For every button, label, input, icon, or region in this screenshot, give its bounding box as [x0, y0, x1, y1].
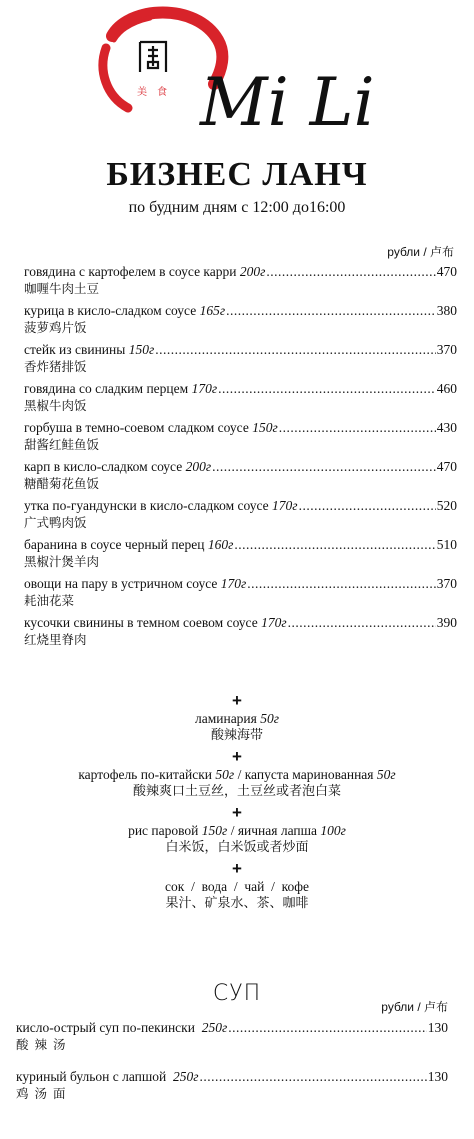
dish-weight: 150г [128, 342, 155, 357]
menu-item [16, 1020, 448, 1069]
dish-weight: 200г [185, 459, 212, 474]
extra-potato: картофель по-китайски 50г / капуста маринованная 50г [78, 767, 396, 782]
extra-seaweed-cn: 酸辣海带 [210, 728, 263, 743]
soup-section-title: СУП [212, 981, 262, 1006]
extra-rice-cn: 白米饭，白米饭或者炒面 [165, 840, 309, 855]
menu-item [24, 537, 457, 576]
seal-glyph-icon [140, 42, 166, 72]
dot-leader [200, 1069, 427, 1085]
dish-price: 460 [436, 381, 457, 396]
extra-rice: рис паровой 150г / яичная лапша 100г [128, 823, 346, 838]
dish-name-cn: 广式鸭肉饭 [24, 515, 87, 530]
dish-name: говядина с картофелем в соусе карри [24, 264, 237, 279]
menu-item [24, 381, 457, 420]
dish-name-cn: 甜酱红鲑鱼饭 [24, 437, 100, 452]
extra-drinks: сок / вода / чай / кофе [165, 879, 309, 894]
brand-name: Mi Li [200, 64, 375, 141]
dish-name-cn: 菠萝鸡片饭 [24, 320, 87, 335]
dish-name: утка по-гуандунски в кисло-сладком соусе [24, 498, 269, 513]
dish-price: 370 [436, 342, 457, 357]
dish-name-cn: 酸 辣 汤 [16, 1037, 67, 1052]
dish-price: 430 [436, 420, 457, 435]
dot-leader [288, 615, 436, 631]
dish-weight: 250г [201, 1020, 228, 1035]
dish-name: стейк из свинины [24, 342, 126, 357]
dot-leader [212, 459, 436, 475]
menu-item [24, 264, 457, 303]
dish-name-cn: 鸡 汤 面 [16, 1086, 67, 1101]
dish-name: кисло-острый суп по-пекински [16, 1020, 195, 1035]
dish-name-cn: 咖喱牛肉土豆 [24, 281, 100, 296]
dish-weight: 200г [239, 264, 266, 279]
extra-seaweed: ламинария 50г [194, 711, 280, 726]
dot-leader [247, 576, 435, 592]
dot-leader [266, 264, 435, 280]
dish-name-cn: 糖醋菊花鱼饭 [24, 476, 100, 491]
svg-text:美: 美 [137, 87, 147, 98]
dish-name-cn: 黑椒汁煲羊肉 [24, 554, 100, 569]
dish-weight: 170г [272, 498, 298, 513]
menu-item [24, 615, 457, 654]
dot-leader [279, 420, 436, 436]
menu-item [24, 498, 457, 537]
dish-weight: 160г [207, 537, 234, 552]
dish-price: 130 [427, 1020, 448, 1035]
dot-leader [234, 537, 435, 553]
extra-drinks-cn: 果汁、矿泉水、茶、咖啡 [165, 896, 309, 911]
mi-li-logo [0, 0, 474, 150]
dish-price: 470 [436, 459, 457, 474]
dish-price: 510 [436, 537, 457, 552]
plus-icon: + [232, 691, 242, 710]
menu-item [16, 1069, 448, 1103]
menu-item [24, 303, 457, 342]
dish-name: курица в кисло-сладком соусе [24, 303, 197, 318]
dot-leader [155, 342, 436, 358]
currency-label: рубли / 卢布 [387, 245, 454, 259]
dot-leader [226, 303, 436, 319]
lunch-menu [24, 264, 457, 654]
dot-leader [228, 1020, 427, 1036]
dish-name: куриный бульон с лапшой [16, 1069, 167, 1084]
menu-item [24, 420, 457, 459]
dish-weight: 170г [191, 381, 218, 396]
dish-name: кусочки свинины в темном соевом соусе [24, 615, 258, 630]
dot-leader [218, 381, 436, 397]
dish-price: 520 [436, 498, 457, 513]
page-subtitle: по будним дням с 12:00 до16:00 [128, 199, 346, 216]
dish-price: 380 [436, 303, 457, 318]
dish-weight: 250г [173, 1069, 199, 1084]
dish-price: 470 [436, 264, 457, 279]
dish-name-cn: 红烧里脊肉 [24, 632, 87, 647]
menu-item [24, 576, 457, 615]
dish-weight: 170г [261, 615, 287, 630]
dish-name: карп в кисло-сладком соусе [24, 459, 183, 474]
dish-weight: 170г [220, 576, 247, 591]
dish-price: 370 [436, 576, 457, 591]
plus-icon: + [232, 747, 242, 766]
dish-name: баранина в соусе черный перец [24, 537, 205, 552]
dish-name: горбуша в темно-соевом сладком соусе [24, 420, 249, 435]
dish-name-cn: 黑椒牛肉饭 [24, 398, 87, 413]
page-title: БИЗНЕС ЛАНЧ [106, 156, 368, 193]
extra-potato-cn: 酸辣爽口土豆丝，土豆丝或者泡白菜 [132, 784, 341, 799]
dish-name-cn: 耗油花菜 [24, 593, 75, 608]
soup-currency-label: рубли / 卢布 [381, 1000, 448, 1014]
soup-menu [16, 1020, 448, 1103]
plus-icon: + [232, 859, 242, 878]
combo-extras [0, 692, 474, 913]
dish-weight: 165г [199, 303, 226, 318]
dish-name-cn: 香炸猪排饭 [24, 359, 87, 374]
menu-item [24, 459, 457, 498]
dish-price: 130 [427, 1069, 448, 1084]
dish-name: говядина со сладким перцем [24, 381, 189, 396]
dish-name: овощи на пару в устричном соусе [24, 576, 218, 591]
plus-icon: + [232, 803, 242, 822]
svg-text:食: 食 [157, 87, 167, 98]
dish-price: 390 [436, 615, 457, 630]
dish-weight: 150г [252, 420, 278, 435]
dot-leader [299, 498, 436, 514]
menu-item [24, 342, 457, 381]
